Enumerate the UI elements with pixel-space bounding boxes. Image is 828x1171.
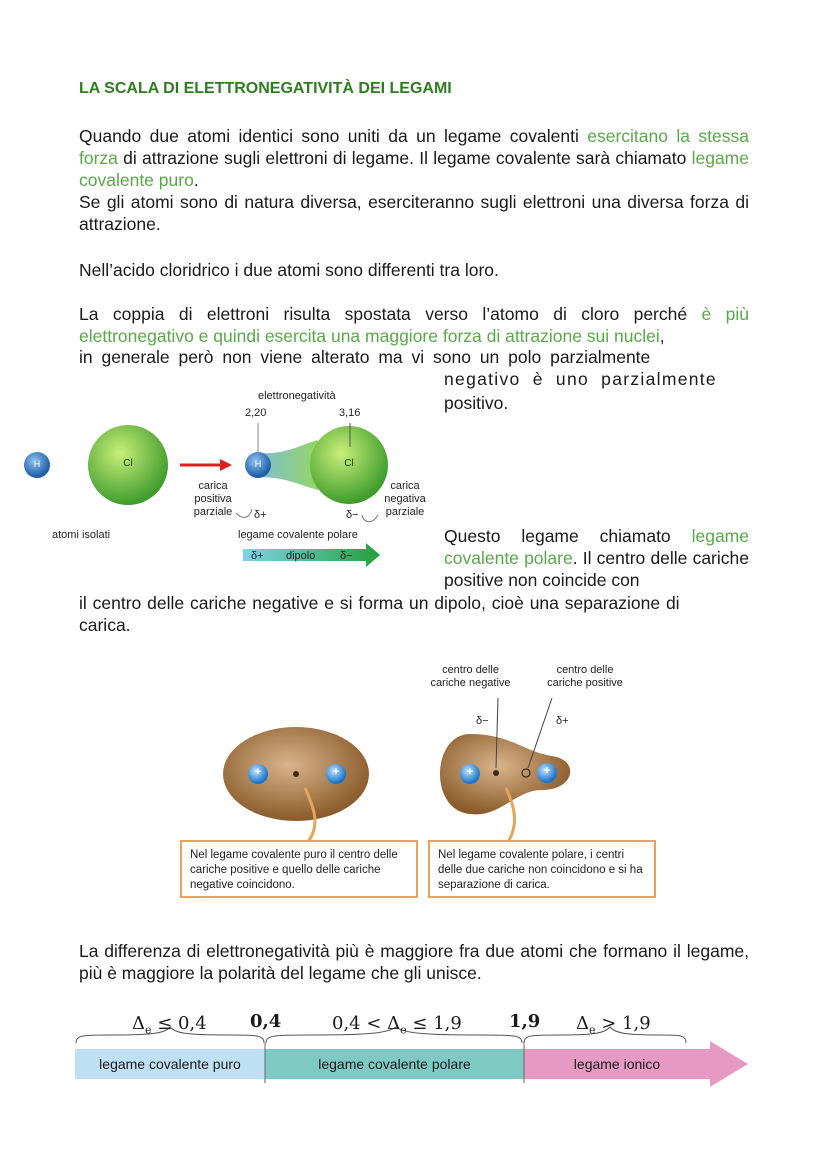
electronegativity-label: elettronegatività [258, 390, 336, 402]
isolated-atoms-label: atomi isolati [52, 529, 111, 541]
electronegativity-h: 2,20 [245, 407, 267, 419]
caption-line: cariche positive [547, 677, 623, 689]
range-text: ≤ 0,4 [157, 1013, 207, 1034]
delta-symbol: Δ [132, 1013, 145, 1034]
paragraph-electron-pair [79, 303, 749, 347]
label-polare: legame covalente polare [318, 1056, 471, 1072]
paragraph-line: negativo è uno parzialmente [444, 369, 717, 389]
range-text: 0,4 < [332, 1013, 382, 1034]
plus-sign: + [332, 766, 340, 778]
paragraph-line: positivo. [444, 393, 509, 413]
dipole-delta-plus: δ+ [251, 550, 264, 562]
dipole-label: dipolo [286, 550, 316, 562]
range-text: ≤ 1,9 [412, 1013, 462, 1034]
pointer-line [362, 515, 378, 522]
caption-line: positiva [194, 493, 232, 505]
caption-line: parziale [193, 506, 233, 518]
caption-box-pure: Nel legame covalente puro il centro delle cariche positive e quello delle cariche negative coincidono. [180, 840, 418, 898]
highlight: legame covalente polare [444, 526, 749, 568]
caption-box-polar: Nel legame covalente polare, i centri delle due cariche non coincidono e si ha separazione di carica. [428, 840, 656, 898]
label-cl: Cl [123, 458, 133, 469]
text: di attrazione sugli elettroni di legame. Il legame covalente sarà chiamato [117, 148, 692, 168]
caption-line: centro delle [556, 664, 614, 676]
pointer-line [236, 509, 252, 517]
paragraph-line: il centro delle cariche negative e si forma un dipolo, cioè una separazione di [79, 593, 680, 613]
text: Quando due atomi identici sono uniti da un legame covalenti [79, 126, 588, 146]
range-ionico [576, 1013, 651, 1037]
delta-minus: δ− [346, 509, 359, 521]
text: . Il centro delle cariche positive non coincide con [444, 548, 749, 590]
label-h: H [33, 459, 41, 469]
highlight: è più elettronegativo e quindi esercita una maggiore forza di attrazione sui nuclei [79, 304, 749, 346]
paragraph-line: carica. [79, 615, 131, 635]
caption-line: carica [390, 480, 420, 492]
paragraph-polarity: La differenza di elettronegatività più è maggiore fra due atomi che formano il legame, più è maggiore la polarità del legame che gli unisce. [79, 941, 749, 983]
subscript: e [589, 1023, 596, 1037]
plus-sign: + [466, 766, 474, 778]
delta-plus: δ+ [556, 715, 569, 727]
label-ionico: legame ionico [573, 1056, 661, 1072]
paragraph-hcl: Nell’acido cloridrico i due atomi sono differenti tra loro. [79, 260, 499, 280]
label-h-bonded: H [254, 459, 262, 469]
caption-line: cariche negative [430, 677, 511, 689]
partial-negative-caption [380, 480, 430, 519]
delta-plus: δ+ [254, 509, 267, 521]
range-text: > 1,9 [601, 1013, 651, 1034]
threshold-04: 0,4 [250, 1011, 282, 1032]
partial-positive-caption [188, 480, 238, 519]
charge-center-figure [180, 660, 660, 905]
text: , [659, 326, 665, 346]
subscript: e [400, 1023, 407, 1037]
text: La coppia di elettroni risulta spostata verso l’atomo di cloro perché [79, 304, 702, 324]
hcl-figure [0, 385, 440, 575]
charge-center [293, 771, 299, 777]
negative-center-label [418, 664, 523, 690]
threshold-19: 1,9 [509, 1011, 541, 1032]
electronegativity-cl: 3,16 [339, 407, 361, 419]
caption-line: centro delle [442, 664, 499, 676]
polar-bond-label: legame covalente polare [238, 529, 358, 541]
highlight: legame covalente puro [79, 148, 749, 190]
label-puro: legame covalente puro [99, 1056, 241, 1072]
label-cl-bonded: Cl [344, 458, 354, 469]
delta-symbol: Δ [576, 1013, 589, 1034]
range-puro [132, 1013, 207, 1037]
caption-line: carica [198, 480, 228, 492]
paragraph-different-atoms: Se gli atomi sono di natura diversa, eserciteranno sugli elettroni una diversa forza di attrazione. [79, 192, 749, 234]
range-polare [332, 1013, 462, 1037]
highlight: esercitano la stessa forza [79, 126, 749, 168]
plus-sign: + [543, 765, 551, 777]
text: Questo legame chiamato [444, 526, 692, 546]
reaction-arrow-head [220, 459, 232, 471]
paragraph-pure-bond [79, 125, 749, 191]
paragraph-polar-bond [444, 525, 749, 591]
delta-minus: δ− [476, 715, 489, 727]
delta-symbol: Δ [387, 1013, 401, 1034]
plus-sign: + [254, 766, 262, 778]
paragraph-line: in generale però non viene alterato ma vi sono un polo parzialmente [79, 347, 651, 367]
caption-line: parziale [385, 506, 425, 518]
negative-center [493, 770, 499, 776]
dipole-delta-minus: δ− [340, 550, 353, 562]
subscript: e [145, 1023, 152, 1037]
positive-center-label [535, 664, 635, 690]
electronegativity-scale [70, 1005, 760, 1095]
text: . [193, 170, 199, 190]
caption-line: negativa [384, 493, 426, 505]
page-title: LA SCALA DI ELETTRONEGATIVITÀ DEI LEGAMI [79, 80, 452, 97]
